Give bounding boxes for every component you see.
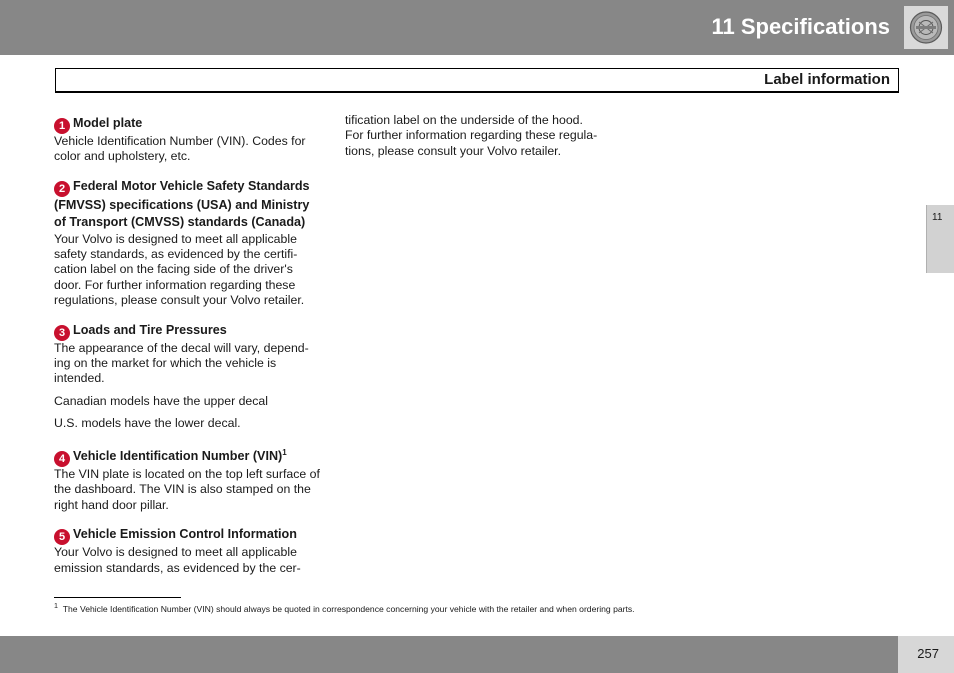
- side-tab-label: 11: [932, 212, 943, 223]
- chapter-title: 11 Specifications: [711, 14, 890, 39]
- item-body-3c: U.S. models have the lower decal.: [54, 416, 241, 431]
- section-header-box: [55, 68, 899, 93]
- footnote-divider: [54, 597, 181, 598]
- item-heading-3: 3 Loads and Tire Pressures: [54, 322, 320, 341]
- right-column: [345, 113, 615, 159]
- item-body-3a: The appearance of the decal will vary, depend-ing on the market for which the vehicle is intended.: [54, 340, 309, 386]
- continuation-line-1: tification label on the underside of the hood.: [345, 113, 583, 127]
- page-header: [0, 0, 954, 55]
- item-heading-5: 5 Vehicle Emission Control Information: [54, 526, 320, 545]
- footnote-marker: 1: [54, 602, 58, 610]
- page-footer: [0, 636, 954, 673]
- footnote-text: The Vehicle Identification Number (VIN) should always be quoted in correspondence concerning your vehicle with the retailer and when ordering parts.: [62, 603, 635, 614]
- item-heading-4: 4 Vehicle Identification Number (VIN)$^1$: [54, 444, 320, 467]
- page-number-box: [898, 636, 954, 673]
- number-badge-3: 3: [54, 325, 70, 341]
- section-title: Label information: [764, 71, 890, 88]
- number-badge-4: 4: [54, 451, 70, 467]
- page-number: 257: [917, 646, 939, 661]
- chapter-side-tab[interactable]: [926, 205, 954, 273]
- footnote: [54, 600, 635, 615]
- item-body-2: Your Volvo is designed to meet all applicable safety standards, as evidenced by the certifi-cation label on the facing side of the driver's door. For further information regarding these regulations, please consult your Volvo retailer.: [54, 231, 305, 308]
- continuation-line-3: tions, please consult your Volvo retailer.: [345, 143, 561, 158]
- item-heading-1: 1 Model plate: [54, 115, 320, 134]
- volvo-logo-icon: [904, 6, 948, 49]
- left-column: [54, 115, 320, 576]
- chapter-icon-box: [904, 6, 948, 49]
- number-badge-1: 1: [54, 118, 70, 134]
- number-badge-2: 2: [54, 181, 70, 197]
- number-badge-5: 5: [54, 529, 70, 545]
- item-heading-2: 2 Federal Motor Vehicle Safety Standards (FMVSS) specifications (USA) and Ministry of Transport (CMVSS) standards (Canada): [54, 178, 310, 230]
- item-body-5: Your Volvo is designed to meet all applicable emission standards, as evidenced by the cer-: [54, 545, 301, 575]
- item-body-1: Vehicle Identification Number (VIN). Codes for color and upholstery, etc.: [54, 134, 306, 164]
- item-body-3b: Canadian models have the upper decal: [54, 393, 268, 408]
- item-body-4: The VIN plate is located on the top left surface of the dashboard. The VIN is also stamped on the right hand door pillar.: [54, 466, 320, 512]
- continuation-line-2: For further information regarding these regula-: [345, 128, 598, 143]
- footnote-ref: 1: [282, 447, 287, 457]
